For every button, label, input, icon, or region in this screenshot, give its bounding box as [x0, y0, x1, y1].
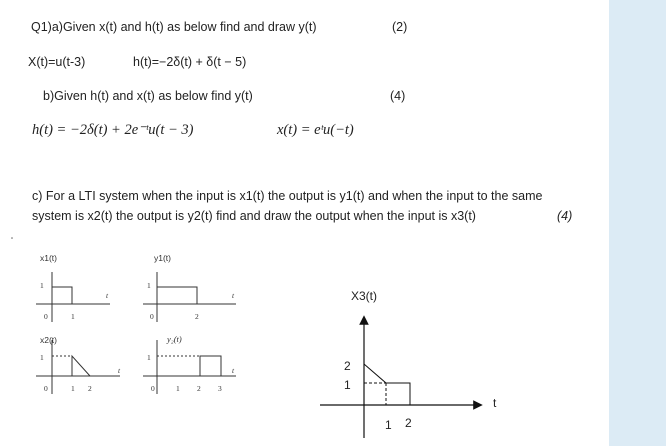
- y2-x-tick-1: 1: [176, 384, 180, 393]
- x2-x-tick-0: 0: [44, 384, 48, 393]
- x1-axis-label: t: [106, 291, 109, 300]
- q1c-line-2: system is x2(t) the output is y2(t) find and draw the output when the input is x3(t): [32, 209, 476, 223]
- x2-signal: [72, 356, 90, 376]
- x3-plot: [320, 320, 478, 438]
- y1-x-tick-0: 0: [150, 312, 154, 321]
- y2-axis-label: t: [232, 366, 235, 375]
- x3-axis-label: t: [493, 396, 497, 410]
- q1a-title: Q1)a)Given x(t) and h(t) as below find and draw y(t): [31, 20, 317, 34]
- x1-plot-label: x1(t): [40, 253, 57, 263]
- x1-x-tick-1: 1: [71, 312, 75, 321]
- q1a-marks: (2): [392, 20, 408, 34]
- q1c-line-1: c) For a LTI system when the input is x1(t) the output is y1(t) and when the input to the same: [32, 189, 543, 203]
- y1-signal: [157, 287, 197, 304]
- y1-plot: [143, 272, 236, 322]
- y1-y-tick: 1: [147, 281, 151, 290]
- y2-y-tick: 1: [147, 353, 151, 362]
- x2-plot-label: x2(t): [40, 335, 57, 345]
- x2-x-tick-2: 2: [88, 384, 92, 393]
- q1a-x-equation: X(t)=u(t-3): [28, 55, 86, 69]
- x3-x-tick-1: 1: [385, 418, 392, 432]
- y2-x-tick-2: 2: [197, 384, 201, 393]
- x1-y-tick: 1: [40, 281, 44, 290]
- y2-plot-label: y₂(t): [167, 334, 182, 344]
- x1-signal: [52, 287, 72, 304]
- y2-signal: [200, 356, 221, 376]
- q1c-marks: (4): [557, 209, 573, 223]
- stray-mark: [11, 237, 13, 239]
- q1b-x-equation: x(t) = eᵗu(−t): [277, 122, 354, 138]
- x3-signal: [364, 364, 410, 405]
- x3-y-tick-1: 1: [344, 378, 351, 392]
- y1-plot-label: y1(t): [154, 253, 171, 263]
- x2-plot: [36, 340, 120, 394]
- q1a-h-equation: h(t)=−2δ(t) + δ(t − 5): [133, 55, 247, 69]
- x2-y-tick: 1: [40, 353, 44, 362]
- x2-x-tick-1: 1: [71, 384, 75, 393]
- x3-x-tick-2: 2: [405, 416, 412, 430]
- x2-axis-label: t: [118, 366, 121, 375]
- x1-x-tick-0: 0: [44, 312, 48, 321]
- y1-axis-label: t: [232, 291, 235, 300]
- q1b-h-equation: h(t) = −2δ(t) + 2e⁻ᵗu(t − 3): [32, 122, 194, 138]
- y2-plot: [143, 340, 236, 394]
- x1-plot: [36, 272, 110, 322]
- q1b-marks: (4): [390, 89, 406, 103]
- y2-x-tick-3: 3: [218, 384, 222, 393]
- y2-x-tick-0: 0: [151, 384, 155, 393]
- q1b-title: b)Given h(t) and x(t) as below find y(t): [43, 89, 253, 103]
- y1-x-tick-2: 2: [195, 312, 199, 321]
- x3-plot-label: X3(t): [351, 289, 378, 303]
- x3-y-tick-2: 2: [344, 359, 351, 373]
